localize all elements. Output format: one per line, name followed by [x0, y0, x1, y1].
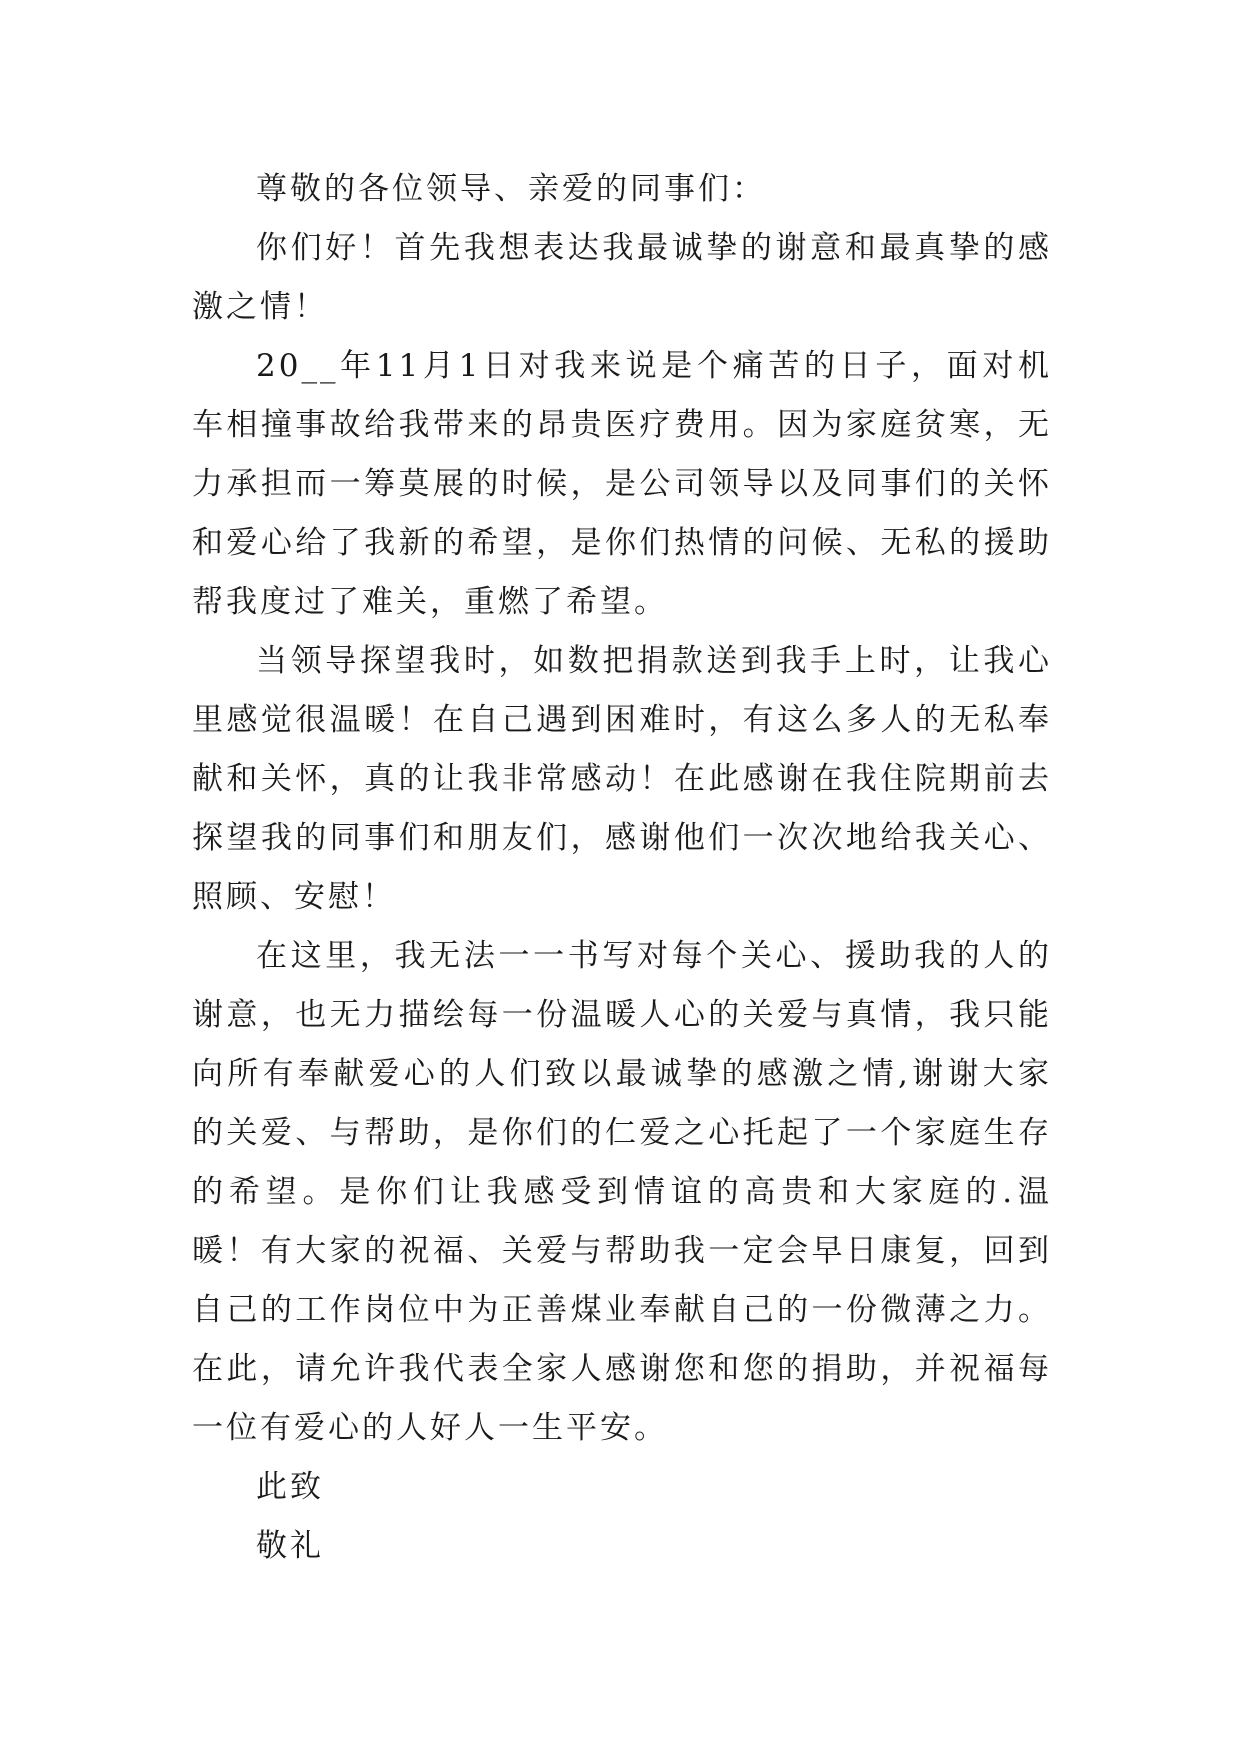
letter-body	[192, 160, 1052, 1576]
letter-paragraph: 在这里，我无法一一书写对每个关心、援助我的人的谢意，也无力描绘每一份温暖人心的关爱与真情，我只能向所有奉献爱心的人们致以最诚挚的感激之情,谢谢大家的关爱、与帮助，是你们的仁爱之心托起了一个家庭生存的希望。是你们让我感受到情谊的高贵和大家庭的.温暖！有大家的祝福、关爱与帮助我一定会早日康复，回到自己的工作岗位中为正善煤业奉献自己的一份微薄之力。在此，请允许我代表全家人感谢您和您的捐助，并祝福每一位有爱心的人好人一生平安。	[192, 938, 1052, 1446]
letter-paragraph: 当领导探望我时，如数把捐款送到我手上时，让我心里感觉很温暖！在自己遇到困难时，有这么多人的无私奉献和关怀，真的让我非常感动！在此感谢在我住院期前去探望我的同事们和朋友们，感谢他们一次次地给我关心、照顾、安慰！	[192, 643, 1052, 915]
letter-salutation: 尊敬的各位领导、亲爱的同事们：	[256, 171, 766, 207]
letter-paragraph: 你们好！首先我想表达我最诚挚的谢意和最真挚的感激之情！	[192, 230, 1052, 325]
letter-paragraph: 20__年11月1日对我来说是个痛苦的日子，面对机车相撞事故给我带来的昂贵医疗费用。因为家庭贫寒，无力承担而一筹莫展的时候，是公司领导以及同事们的关怀和爱心给了我新的希望，是你们热情的问候、无私的援助帮我度过了难关，重燃了希望。	[192, 348, 1052, 620]
letter-closing-jing-li: 敬礼	[256, 1528, 324, 1564]
letter-closing-ci-zhi: 此致	[256, 1469, 324, 1505]
